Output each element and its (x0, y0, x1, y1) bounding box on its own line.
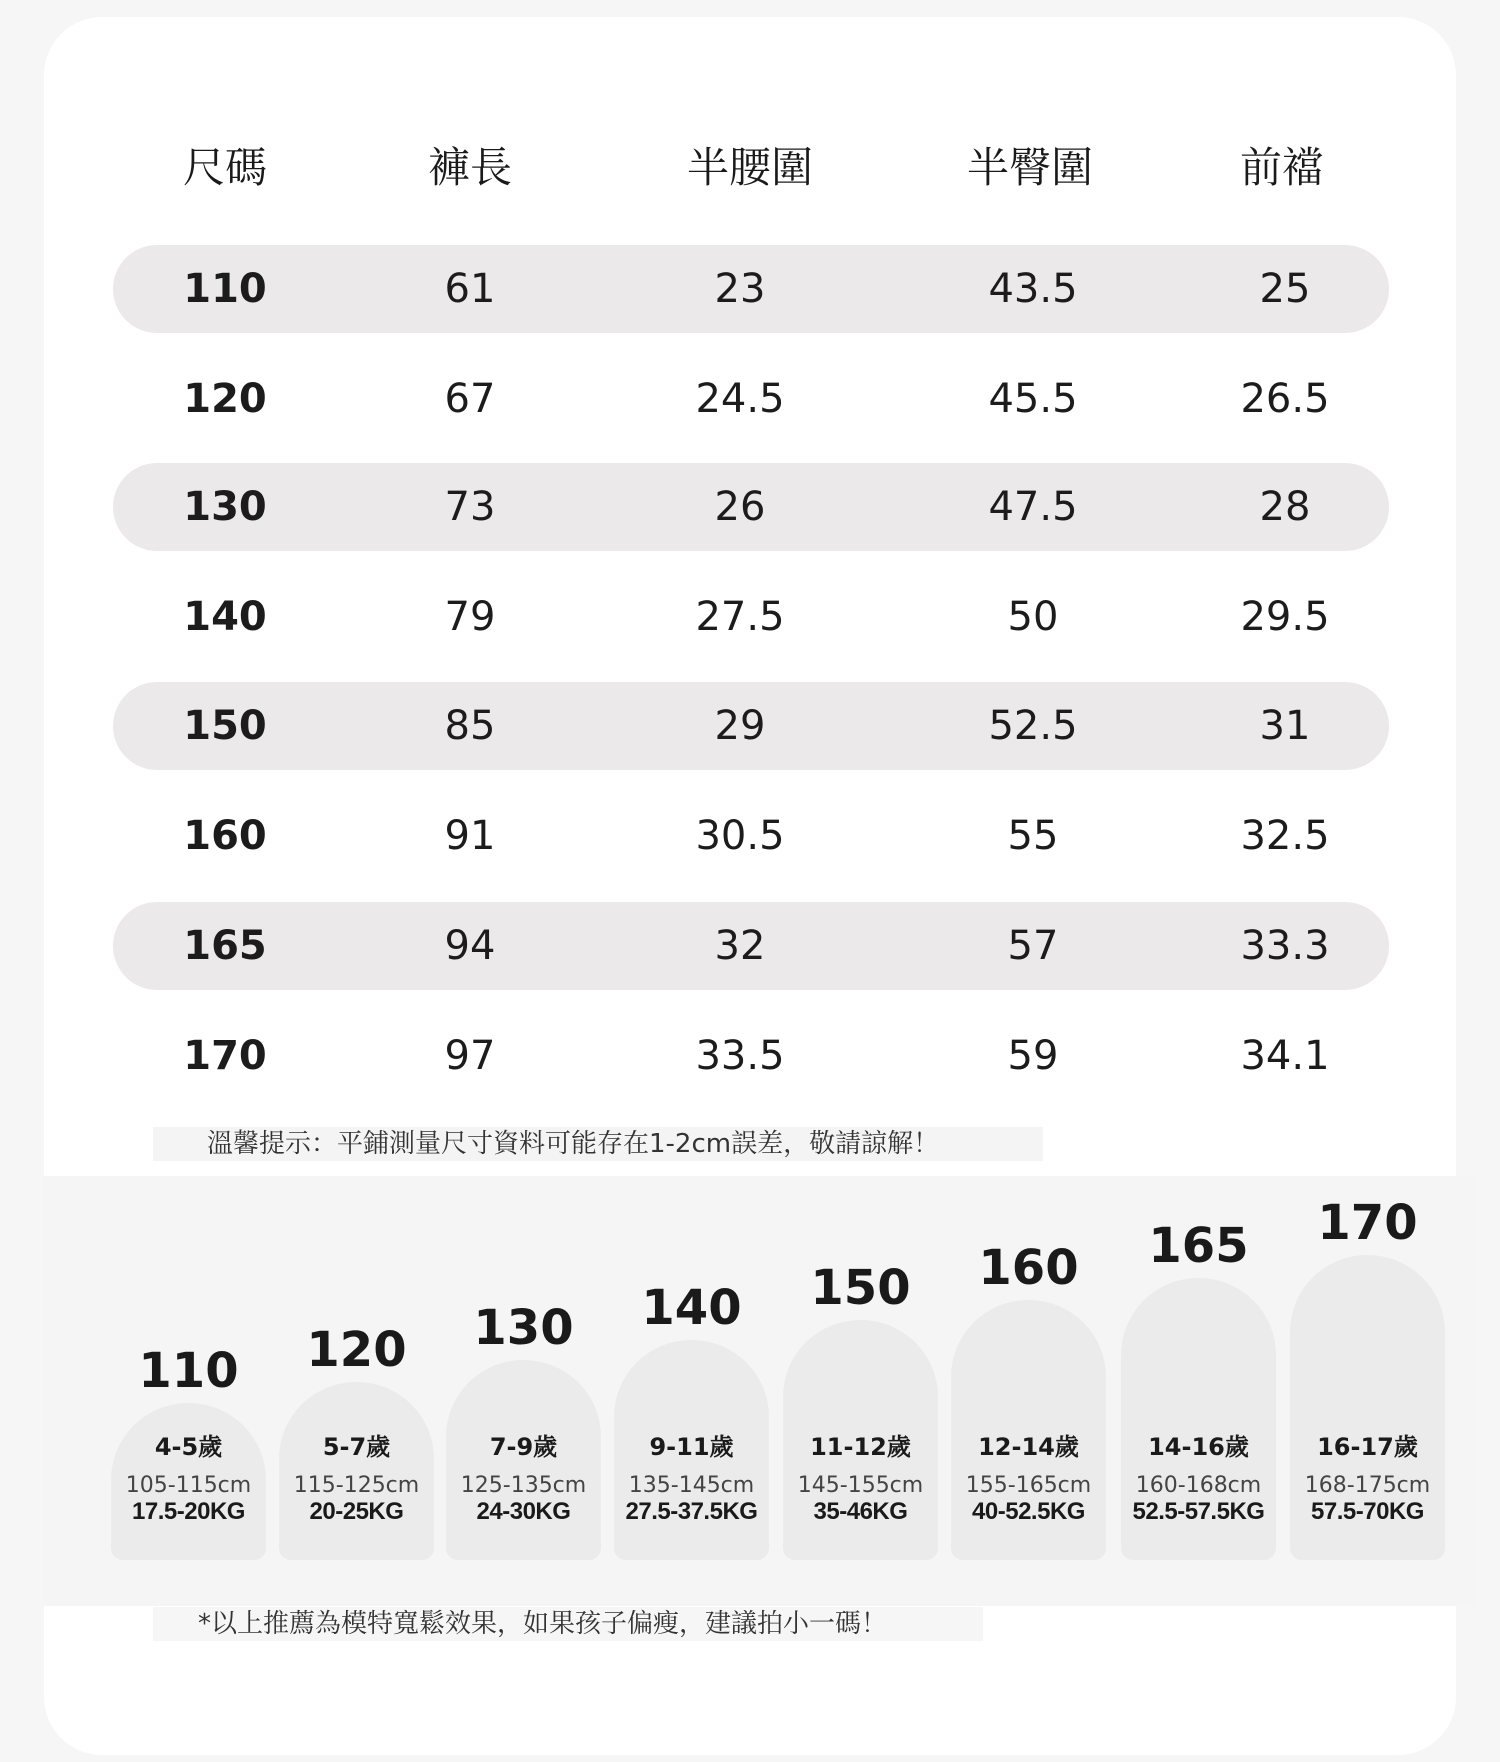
size-recommendation-card (446, 1300, 601, 1560)
recommend-age: 4-5歲 (154, 1433, 223, 1461)
recommend-size: 170 (1317, 1195, 1418, 1251)
measure-cell: 29 (714, 703, 766, 749)
recommend-weight: 24-30KG (476, 1498, 571, 1525)
measure-cell: 79 (444, 594, 496, 640)
recommend-height: 105-115cm (125, 1473, 252, 1498)
recommend-height: 125-135cm (460, 1473, 587, 1498)
header-size: 尺碼 (182, 143, 267, 192)
measure-cell: 97 (444, 1033, 496, 1079)
recommend-height: 135-145cm (628, 1473, 755, 1498)
measure-cell: 29.5 (1240, 594, 1330, 640)
recommend-size: 140 (641, 1280, 742, 1336)
recommend-height: 155-165cm (965, 1473, 1092, 1498)
header-half-hip: 半臀圍 (966, 143, 1093, 192)
recommend-weight: 57.5-70KG (1311, 1498, 1424, 1525)
recommend-size: 110 (138, 1343, 239, 1399)
recommend-height: 160-168cm (1135, 1473, 1262, 1498)
measure-cell: 91 (444, 813, 496, 859)
measure-cell: 67 (444, 376, 496, 422)
recommend-weight: 20-25KG (309, 1498, 404, 1525)
size-recommendation-card (614, 1280, 769, 1560)
table-header (0, 138, 1500, 198)
recommend-weight: 52.5-57.5KG (1132, 1498, 1265, 1525)
measure-cell: 32.5 (1240, 813, 1330, 859)
size-cell: 130 (183, 484, 267, 530)
recommend-size: 120 (306, 1322, 407, 1378)
measurement-note-text: 溫馨提示：平鋪測量尺寸資料可能存在1-2cm誤差，敬請諒解！ (207, 1129, 940, 1159)
table-row (113, 245, 1389, 333)
header-front-rise: 前襠 (1239, 143, 1324, 192)
size-recommendation-card (951, 1240, 1106, 1560)
measure-cell: 47.5 (988, 484, 1078, 530)
recommend-size: 150 (810, 1260, 911, 1316)
header-half-waist: 半腰圍 (686, 143, 813, 192)
measure-cell: 32 (714, 923, 766, 969)
recommendation-note-text: *以上推薦為模特寬鬆效果，如果孩子偏瘦，建議拍小一碼！ (198, 1609, 888, 1639)
recommend-height: 168-175cm (1304, 1473, 1431, 1498)
measure-cell: 52.5 (988, 703, 1078, 749)
table-row (113, 682, 1389, 770)
measurement-note (153, 1127, 1043, 1161)
size-recommendation-card (279, 1322, 434, 1560)
size-cell: 165 (183, 923, 267, 969)
measure-cell: 23 (714, 266, 766, 312)
table-row (113, 355, 1389, 443)
measure-cell: 30.5 (695, 813, 785, 859)
size-recommendation-card (1121, 1218, 1276, 1560)
size-cell: 120 (183, 376, 267, 422)
size-recommendation-card (783, 1260, 938, 1560)
measure-cell: 26 (714, 484, 766, 530)
size-cell: 170 (183, 1033, 267, 1079)
measure-cell: 94 (444, 923, 496, 969)
size-cell: 150 (183, 703, 267, 749)
measure-cell: 26.5 (1240, 376, 1330, 422)
recommend-age: 12-14歲 (978, 1433, 1079, 1461)
measure-cell: 33.5 (695, 1033, 785, 1079)
size-cell: 110 (183, 266, 267, 312)
size-recommendation-card (111, 1343, 266, 1560)
recommend-age: 9-11歲 (649, 1433, 734, 1461)
recommend-weight: 35-46KG (813, 1498, 908, 1525)
recommend-height: 145-155cm (797, 1473, 924, 1498)
size-cell: 160 (183, 813, 267, 859)
measure-cell: 24.5 (695, 376, 785, 422)
recommend-height: 115-125cm (293, 1473, 420, 1498)
measure-cell: 33.3 (1240, 923, 1330, 969)
recommend-weight: 40-52.5KG (972, 1498, 1085, 1525)
measure-cell: 57 (1007, 923, 1059, 969)
measure-cell: 50 (1007, 594, 1059, 640)
table-row (113, 1012, 1389, 1100)
table-row (113, 792, 1389, 880)
table-row (113, 573, 1389, 661)
measure-cell: 43.5 (988, 266, 1078, 312)
table-row (113, 902, 1389, 990)
measure-cell: 59 (1007, 1033, 1059, 1079)
recommend-age: 16-17歲 (1317, 1433, 1418, 1461)
measure-cell: 31 (1259, 703, 1311, 749)
measure-cell: 34.1 (1240, 1033, 1330, 1079)
header-pants-length: 褲長 (427, 143, 512, 192)
recommendation-note (153, 1607, 983, 1641)
measure-cell: 55 (1007, 813, 1059, 859)
recommend-size: 160 (978, 1240, 1079, 1296)
recommend-weight: 17.5-20KG (132, 1498, 245, 1525)
measure-cell: 25 (1259, 266, 1311, 312)
recommend-age: 14-16歲 (1148, 1433, 1249, 1461)
measure-cell: 61 (444, 266, 496, 312)
measure-cell: 45.5 (988, 376, 1078, 422)
recommend-size: 165 (1148, 1218, 1249, 1274)
measure-cell: 85 (444, 703, 496, 749)
recommend-size: 130 (473, 1300, 574, 1356)
measure-cell: 27.5 (695, 594, 785, 640)
recommend-age: 7-9歲 (489, 1433, 558, 1461)
table-row (113, 463, 1389, 551)
recommend-weight: 27.5-37.5KG (625, 1498, 758, 1525)
recommend-age: 11-12歲 (810, 1433, 911, 1461)
size-recommendation-card (1290, 1195, 1445, 1560)
measure-cell: 73 (444, 484, 496, 530)
measure-cell: 28 (1259, 484, 1311, 530)
size-cell: 140 (183, 594, 267, 640)
recommend-age: 5-7歲 (322, 1433, 391, 1461)
